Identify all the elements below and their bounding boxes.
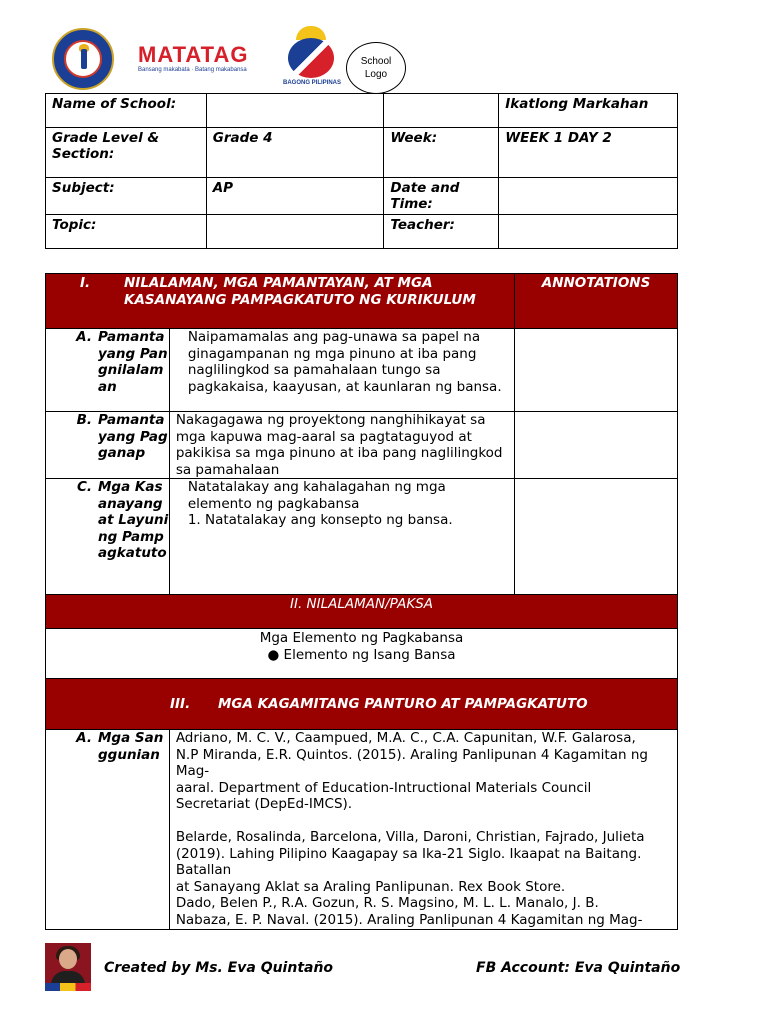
references-content (169, 730, 677, 930)
info-table (45, 93, 678, 249)
ref-line (176, 813, 671, 830)
school-value[interactable] (206, 94, 384, 128)
row-c-content (169, 479, 514, 595)
flag-icon (288, 38, 334, 78)
matatag-wordmark: MATATAG (138, 42, 249, 67)
row-c-letter: C. (76, 479, 92, 495)
ref-line: (2019). Lahing Pilipino Kaagapay sa Ika-21 Siglo. Ikaapat na Baitang. (175, 845, 642, 862)
week-value: WEEK 1 DAY 2 (499, 128, 678, 178)
row-a-letter: A. (76, 329, 92, 345)
row-b-title: Pamantayang Pagganap (98, 412, 168, 461)
row-c-label (46, 479, 170, 595)
matatag-tagline: Bansang makabata · Batang makabansa (138, 67, 247, 73)
row-b-content: Nakagagawa ng proyektong nanghihikayat sa mga kapuwa mag-aaral sa pagtataguyod at pakikisa sa mga pinuno at iba pang naglilingkod sa pamahalaan (169, 412, 514, 479)
school-logo-text-1: School (360, 56, 392, 67)
section2-line2: ● Elemento ng Isang Bansa (267, 646, 456, 663)
section2-line1: Mga Elemento ng Pagkabansa (259, 630, 464, 646)
row-c-title: Mga Kasanayang at Layuning Pampagkatuto (98, 479, 169, 561)
ref-line: Dado, Belen P., R.A. Gozun, R. S. Magsino, M. L. L. Manalo, J. B. (175, 895, 599, 911)
row-a-label (46, 329, 170, 412)
week-label: Week: (384, 128, 499, 178)
teacher-value[interactable] (499, 215, 678, 249)
section1-number: I. (80, 275, 91, 291)
section3-title: MGA KAGAMITANG PANTURO AT PAMPAGKATUTO (218, 695, 588, 712)
datetime-value[interactable] (499, 178, 678, 215)
ref-line: Adriano, M. C. V., Caampued, M.A. C., C.A. Capunitan, W.F. Galarosa, (175, 730, 636, 746)
row-b-annotation[interactable] (515, 412, 678, 479)
school-logo-placeholder (346, 42, 406, 94)
blank-label (384, 94, 499, 128)
ref-line: Mag- (175, 763, 210, 779)
section3-header (46, 679, 678, 730)
ref-line: Belarde, Rosalinda, Barcelona, Villa, Daroni, Christian, Fajrado, Julieta (175, 829, 645, 845)
section1-title: NILALAMAN, MGA PAMANTAYAN, AT MGA KASANAYANG PAMPAGKATUTO NG KURIKULUM (124, 275, 476, 308)
datetime-label: Date and Time: (384, 178, 499, 215)
row-a-title: Pamantayang Pangnilalaman (98, 329, 168, 395)
deped-seal-icon (52, 28, 114, 90)
section2-header: II. NILALAMAN/PAKSA (46, 595, 678, 629)
section2-content (46, 629, 678, 679)
bagong-pilipinas-logo (282, 26, 342, 90)
school-label: Name of School: (46, 94, 207, 128)
row-c-annotation[interactable] (515, 479, 678, 595)
subject-label: Subject: (46, 178, 207, 215)
author-photo (45, 943, 91, 991)
row-c-content-line1: Natatalakay ang kahalagahan ng mga elemento ng pagkabansa (187, 479, 446, 512)
row-a-annotation[interactable] (515, 329, 678, 412)
section1-header (46, 274, 515, 329)
lesson-plan-table (45, 273, 678, 930)
created-by-text: Created by Ms. Eva Quintaño (104, 960, 334, 976)
subject-value: AP (206, 178, 384, 215)
ref-line: Batallan (175, 862, 232, 878)
ref-line: N.P Miranda, E.R. Quintos. (2015). Araling Panlipunan 4 Kagamitan ng (175, 746, 648, 763)
quarter-value: Ikatlong Markahan (499, 94, 678, 128)
teacher-label: Teacher: (384, 215, 499, 249)
bagong-pilipinas-caption: BAGONG PILIPINAS (282, 80, 341, 86)
row-iii-a-title: Mga Sanggunian (98, 730, 164, 763)
fb-account-text: FB Account: Eva Quintaño (476, 960, 681, 976)
ref-line: Secretariat (DepEd-IMCS). (175, 796, 353, 812)
matatag-logo (138, 44, 260, 84)
ref-line: at Sanayang Aklat sa Araling Panlipunan. Rex Book Store. (175, 878, 566, 895)
topic-value[interactable] (206, 215, 384, 249)
annotations-header: ANNOTATIONS (515, 274, 678, 329)
row-b-letter: B. (76, 412, 92, 428)
row-b-label (46, 412, 170, 479)
grade-label: Grade Level & Section: (46, 128, 207, 178)
row-c-content-line2: 1. Natatalakay ang konsepto ng bansa. (187, 512, 453, 528)
row-iii-a-letter: A. (76, 730, 92, 746)
ref-line: Nabaza, E. P. Naval. (2015). Araling Panlipunan 4 Kagamitan ng Mag- (175, 911, 643, 928)
row-iii-a-label (46, 730, 170, 930)
topic-label: Topic: (46, 215, 207, 249)
logo-header (50, 24, 420, 94)
section3-number: III. (170, 695, 191, 712)
row-a-content: Naipamamalas ang pag-unawa sa papel na ginagampanan ng mga pinuno at iba pang naglilingkod sa pamahalaan tungo sa pagkakaisa, kaayusan, at kaunlaran ng bansa. (169, 329, 514, 412)
grade-value: Grade 4 (206, 128, 384, 178)
ref-line: aaral. Department of Education-Intructional Materials Council (175, 779, 592, 796)
school-logo-text-2: Logo (364, 69, 388, 80)
